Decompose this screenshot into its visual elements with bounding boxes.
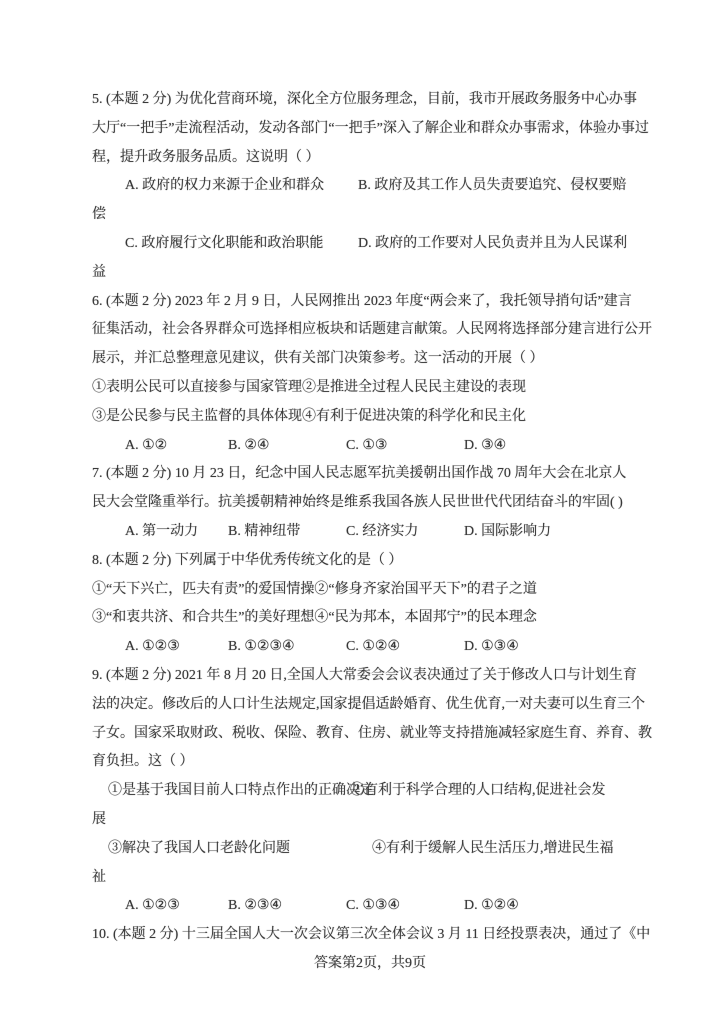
- exam-content: [92, 86, 652, 979]
- q7-option-a: A. 第一动力: [125, 523, 199, 539]
- q8-statements-1-2: ①“天下兴亡，匹夫有责”的爱国情操②“修身齐家治国平天下”的君子之道: [92, 581, 537, 597]
- q9-statement-1: ①是基于我国目前人口特点作出的正确决定: [108, 783, 374, 799]
- q9-option-b: B. ②③④: [228, 898, 282, 914]
- q9-stem-line-1: 9. (本题 2 分) 2021 年 8 月 20 日,全国人大常委会会议表决通过了关于修改人口与计划生育: [92, 667, 637, 683]
- q5-options-row-ab: [92, 172, 648, 201]
- q9-statement-4-continuation: 祉: [92, 869, 106, 885]
- q9-statement-3: ③解决了我国人口老龄化问题: [108, 840, 290, 856]
- q5-option-c: C. 政府履行文化职能和政治职能: [125, 235, 324, 251]
- q7-option-b: B. 精神纽带: [228, 523, 301, 539]
- q9-option-a: A. ①②③: [125, 898, 180, 914]
- q8-stem-line-1: 8. (本题 2 分) 下列属于中华优秀传统文化的是（ ）: [92, 552, 403, 568]
- q7-stem-line-1: 7. (本题 2 分) 10 月 23 日，纪念中国人民志愿军抗美援朝出国作战 70 周年大会在北京人: [92, 466, 627, 482]
- q5-stem-line-3: 程，提升政务服务品质。这说明（ ）: [92, 149, 320, 165]
- q6-stem-line-3: 展示，并汇总整理意见建议，供有关部门决策参考。这一活动的开展（ ）: [92, 351, 544, 367]
- q10-stem-line-1: 10. (本题 2 分) 十三届全国人大一次会议第三次全体会议 3 月 11 日经投票表决，通过了《中: [92, 927, 651, 943]
- q7-stem-line-2: 民大会堂隆重举行。抗美援朝精神始终是维系我国各族人民世世代代团结奋斗的牢固( ): [92, 495, 623, 511]
- q9-statement-2: ②有利于科学合理的人口结构,促进社会发: [350, 783, 606, 799]
- q9-stem-line-2: 法的决定。修改后的人口计生法规定,国家提倡适龄婚育、优生优育,一对夫妻可以生育三个: [92, 696, 645, 712]
- q6-option-c: C. ①③: [346, 437, 388, 453]
- q8-option-b: B. ①②③④: [228, 639, 295, 655]
- q8-option-c: C. ①②④: [346, 639, 400, 655]
- q5-option-b-continuation: 偿: [92, 207, 106, 223]
- q8-option-a: A. ①②③: [125, 639, 180, 655]
- q9-statement-2-continuation: 展: [92, 811, 106, 827]
- q9-stem-line-4: 育负担。这（ ）: [92, 754, 194, 770]
- q8-options-row: [92, 633, 648, 662]
- q8-option-d: D. ①③④: [464, 639, 519, 655]
- q6-option-a: A. ①②: [125, 437, 168, 453]
- q5-stem-line-2: 大厅“一把手”走流程活动，发动各部门“一把手”深入了解企业和群众办事需求，体验办事过: [92, 120, 649, 136]
- q9-stem-line-3: 子女。国家采取财政、税收、保险、教育、住房、就业等支持措施减轻家庭生育、养育、教: [92, 725, 652, 741]
- q6-statements-3-4: ③是公民参与民主监督的具体体现④有利于促进决策的科学化和民主化: [92, 408, 526, 424]
- q7-option-c: C. 经济实力: [346, 523, 419, 539]
- q6-option-d: D. ③④: [464, 437, 507, 453]
- q6-options-row: [92, 432, 648, 461]
- q9-option-c: C. ①③④: [346, 898, 400, 914]
- q5-options-row-cd: [92, 230, 648, 259]
- q6-option-b: B. ②④: [228, 437, 270, 453]
- q5-option-b: B. 政府及其工作人员失责要追究、侵权要赔: [358, 178, 627, 194]
- q5-option-d: D. 政府的工作要对人民负责并且为人民谋利: [358, 235, 628, 251]
- q8-statements-3-4: ③“和衷共济、和合共生”的美好理想④“民为邦本，本固邦宁”的民本理念: [92, 610, 537, 626]
- q9-statements-row-3-4: [92, 835, 648, 864]
- q7-option-d: D. 国际影响力: [464, 523, 552, 539]
- page-footer: 答案第2页，共9页: [314, 955, 426, 971]
- q9-statement-4: ④有利于缓解人民生活压力,增进民生福: [372, 840, 614, 856]
- q9-statements-row-1-2: [92, 777, 648, 806]
- q6-stem-line-1: 6. (本题 2 分) 2023 年 2 月 9 日，人民网推出 2023 年度“两会来了，我托领导捎句话”建言: [92, 293, 632, 309]
- q5-option-d-continuation: 益: [92, 264, 106, 280]
- q9-options-row: [92, 892, 648, 921]
- q9-option-d: D. ①②④: [464, 898, 519, 914]
- q5-option-a: A. 政府的权力来源于企业和群众: [125, 178, 325, 194]
- q6-stem-line-2: 征集活动，社会各界群众可选择相应板块和话题建言献策。人民网将选择部分建言进行公开: [92, 322, 652, 338]
- q5-stem-line-1: 5. (本题 2 分) 为优化营商环境，深化全方位服务理念，目前，我市开展政务服务中心办事: [92, 92, 637, 107]
- q7-options-row: [92, 518, 648, 547]
- q6-statements-1-2: ①表明公民可以直接参与国家管理②是推进全过程人民民主建设的表现: [92, 379, 526, 395]
